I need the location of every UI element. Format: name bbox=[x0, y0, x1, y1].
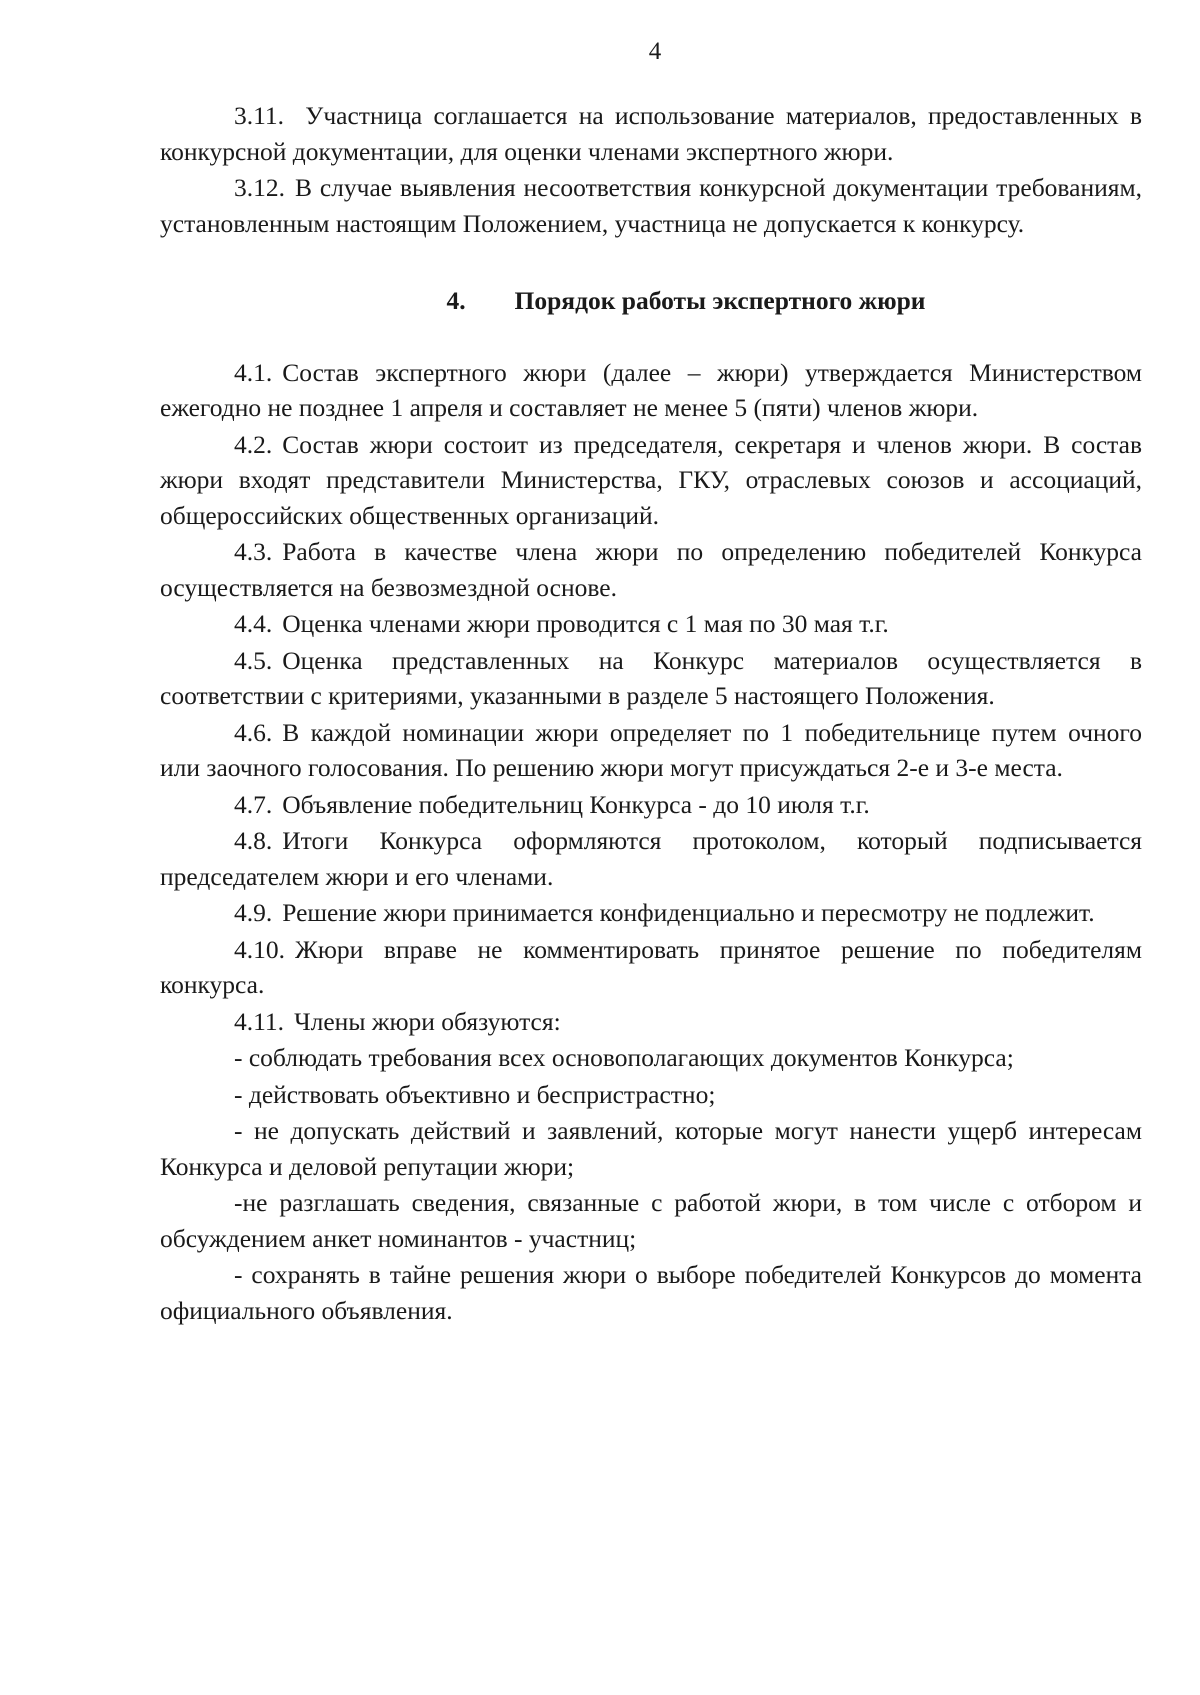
paragraph-4-5 bbox=[160, 643, 1142, 714]
item-number: 4.3. bbox=[234, 537, 273, 566]
item-text: Решение жюри принимается конфиденциально и пересмотру не подлежит. bbox=[282, 898, 1095, 927]
duty-item: - не допускать действий и заявлений, которые могут нанести ущерб интересам Конкурса и деловой репутации жюри; bbox=[160, 1116, 1142, 1181]
duty-item: - действовать объективно и беспристрастно; bbox=[234, 1079, 716, 1109]
item-text: Оценка членами жюри проводится с 1 мая по 30 мая т.г. bbox=[282, 609, 889, 638]
item-number: 4.9. bbox=[234, 898, 273, 927]
section-title: Порядок работы экспертного жюри bbox=[514, 286, 926, 315]
paragraph-4-8 bbox=[160, 823, 1142, 894]
item-text: Члены жюри обязуются: bbox=[294, 1006, 561, 1036]
item-number: 4.1. bbox=[234, 357, 273, 387]
paragraph-4-1 bbox=[160, 355, 1142, 426]
paragraph-3-12 bbox=[160, 170, 1142, 241]
duty-item: - сохранять в тайне решения жюри о выборе победителей Конкурсов до момента официального объявления. bbox=[160, 1260, 1142, 1325]
paragraph-4-6 bbox=[160, 715, 1142, 786]
item-text: Состав жюри состоит из председателя, секретаря и членов жюри. В состав жюри входят представители Министерства, ГКУ, отраслевых союзов и ассоциаций, общероссийских общественных организаций. bbox=[160, 429, 1142, 530]
item-text: Объявление победительниц Конкурса - до 10 июля т.г. bbox=[282, 789, 870, 819]
item-text: Оценка представленных на Конкурс материалов осуществляется в соответствии с критериями, указанными в разделе 5 настоящего Положения. bbox=[160, 645, 1142, 710]
item-text: Жюри вправе не комментировать принятое решение по победителям конкурса. bbox=[160, 934, 1142, 999]
paragraph-4-10 bbox=[160, 932, 1142, 1003]
page-number: 4 bbox=[648, 38, 662, 65]
section-number: 4. bbox=[446, 286, 466, 315]
paragraph-4-3 bbox=[160, 534, 1142, 605]
item-number: 4.8. bbox=[234, 826, 273, 855]
item-number: 4.4. bbox=[234, 609, 273, 638]
item-number: 3.11. bbox=[234, 101, 285, 130]
item-text: Участница соглашается на использование материалов, предоставленных в конкурсной документации, для оценки членами экспертного жюри. bbox=[160, 101, 1142, 166]
paragraph-4-7 bbox=[160, 787, 1142, 823]
item-number: 4.2. bbox=[234, 429, 273, 459]
item-text: Итоги Конкурса оформляются протоколом, который подписывается председателем жюри и его членами. bbox=[160, 826, 1142, 891]
item-text: В каждой номинации жюри определяет по 1 победительнице путем очного или заочного голосования. По решению жюри могут присуждаться 2-е и 3-е места. bbox=[160, 717, 1142, 782]
item-text: Работа в качестве члена жюри по определению победителей Конкурса осуществляется на безвозмездной основе. bbox=[160, 537, 1142, 602]
paragraph-4-4 bbox=[160, 606, 1142, 642]
document-body bbox=[160, 98, 1142, 1329]
item-number: 4.7. bbox=[234, 789, 273, 819]
duty-item: - соблюдать требования всех основополагающих документов Конкурса; bbox=[234, 1043, 1014, 1072]
paragraph-3-11 bbox=[160, 98, 1142, 169]
paragraph-4-11 bbox=[160, 1004, 1142, 1040]
duty-item: -не разглашать сведения, связанные с работой жюри, в том числе с отбором и обсуждением анкет номинантов - участниц; bbox=[160, 1188, 1142, 1253]
item-number: 4.6. bbox=[234, 717, 273, 747]
item-number: 4.10. bbox=[234, 934, 285, 964]
item-number: 4.11. bbox=[234, 1006, 285, 1036]
paragraph-4-2 bbox=[160, 427, 1142, 534]
item-text: В случае выявления несоответствия конкурсной документации требованиям, установленным настоящим Положением, участница не допускается к конкурсу. bbox=[160, 173, 1142, 238]
item-text: Состав экспертного жюри (далее – жюри) утверждается Министерством ежегодно не позднее 1 апреля и составляет не менее 5 (пяти) членов жюри. bbox=[160, 357, 1142, 422]
paragraph-4-9 bbox=[160, 895, 1142, 931]
section-heading bbox=[160, 283, 1142, 319]
item-number: 3.12. bbox=[234, 173, 285, 202]
item-number: 4.5. bbox=[234, 645, 273, 675]
